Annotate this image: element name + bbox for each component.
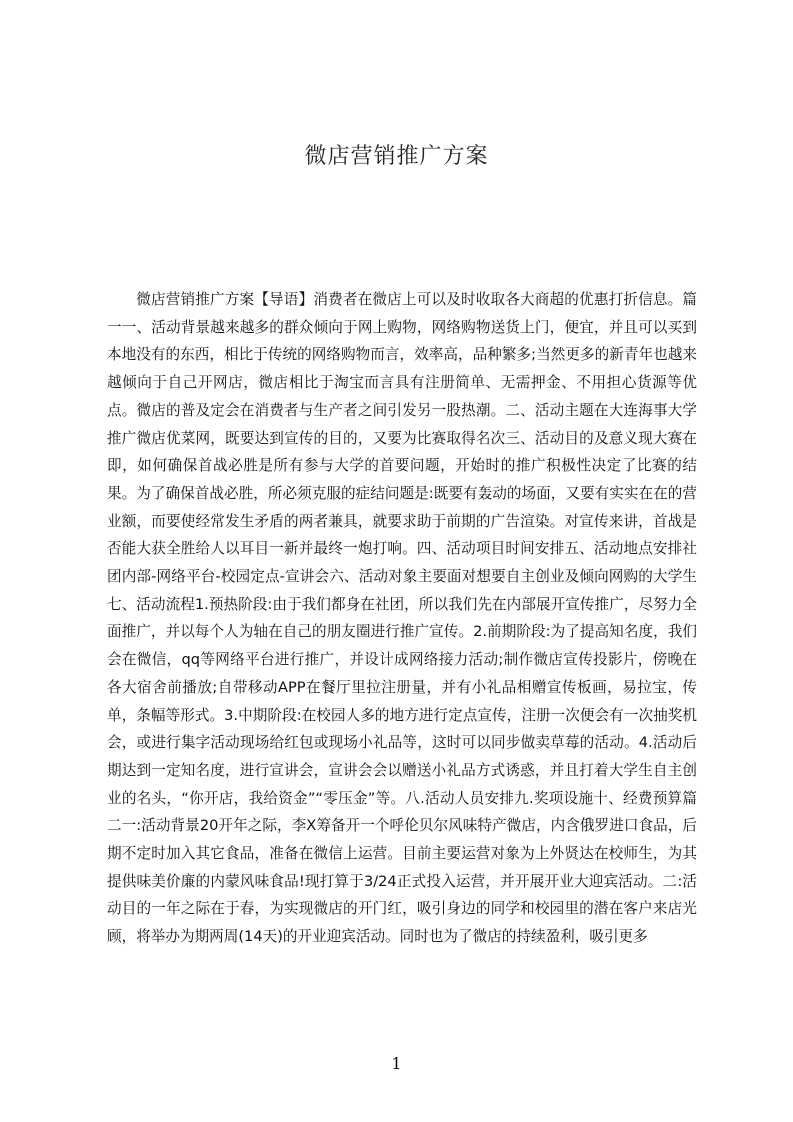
page-number: 1	[391, 1054, 402, 1073]
document-body: 微店营销推广方案【导语】消费者在微店上可以及时收取各大商超的优惠打折信息。篇一一、活动背景越来越多的群众倾向于网上购物，网络购物送货上门，便宜，并且可以买到本地没有的东西，相比于传统的网络购物而言，效率高，品种繁多;当然更多的新青年也越来越倾向于自己开网店，微店相比于淘宝而言具有注册简单、无需押金、不用担心货源等优点。微店的普及定会在消费者与生产者之间引发另一股热潮。二、活动主题在大连海事大学推广微店优菜网，既要达到宣传的目的，又要为比赛取得名次三、活动目的及意义现大赛在即，如何确保首战必胜是所有参与大学的首要问题，开始时的推广积极性决定了比赛的结果。为了确保首战必胜，所必须克服的症结问题是:既要有轰动的场面，又要有实实在在的营业额，而要使经常发生矛盾的两者兼具，就要求助于前期的广告渲染。对宣传来讲，首战是否能大获全胜给人以耳目一新并最终一炮打响。四、活动项目时间安排五、活动地点安排社团内部-网络平台-校园定点-宣讲会六、活动对象主要面对想要自主创业及倾向网购的大学生七、活动流程1.预热阶段:由于我们都身在社团，所以我们先在内部展开宣传推广，尽努力全面推广，并以每个人为轴在自己的朋友圈进行推广宣传。2.前期阶段:为了提高知名度，我们会在微信，qq等网络平台进行推广，并设计成网络接力活动;制作微店宣传投影片，傍晚在各大宿舍前播放;自带移动APP在餐厅里拉注册量，并有小礼品相赠宣传板画，易拉宝，传单，条幅等形式。3.中期阶段:在校园人多的地方进行定点宣传，注册一次便会有一次抽奖机会，或进行集字活动现场给红包或现场小礼品等，这时可以同步做卖草莓的活动。4.活动后期达到一定知名度，进行宣讲会，宣讲会会以赠送小礼品方式诱惑，并且打着大学生自主创业的名头，“你开店，我给资金”“零压金”等。八.活动人员安排九.奖项设施十、经费预算篇二一:活动背景20开年之际，李X筹备开一个呼伦贝尔风味特产微店，内含俄罗进口食品，后期不定时加入其它食品，准备在微信上运营。目前主要运营对象为上外贤达在校师生，为其提供味美价廉的内蒙风味食品!现打算于3/24正式投入运营，并开展开业大迎宾活动。二:活动目的一年之际在于春，为实现微店的开门红，吸引身边的同学和校园里的潜在客户来店光顾，将举办为期两周(14天)的开业迎宾活动。同时也为了微店的持续盈利，吸引更多	[107, 291, 697, 946]
document-title: 微店营销推广方案	[304, 144, 489, 169]
